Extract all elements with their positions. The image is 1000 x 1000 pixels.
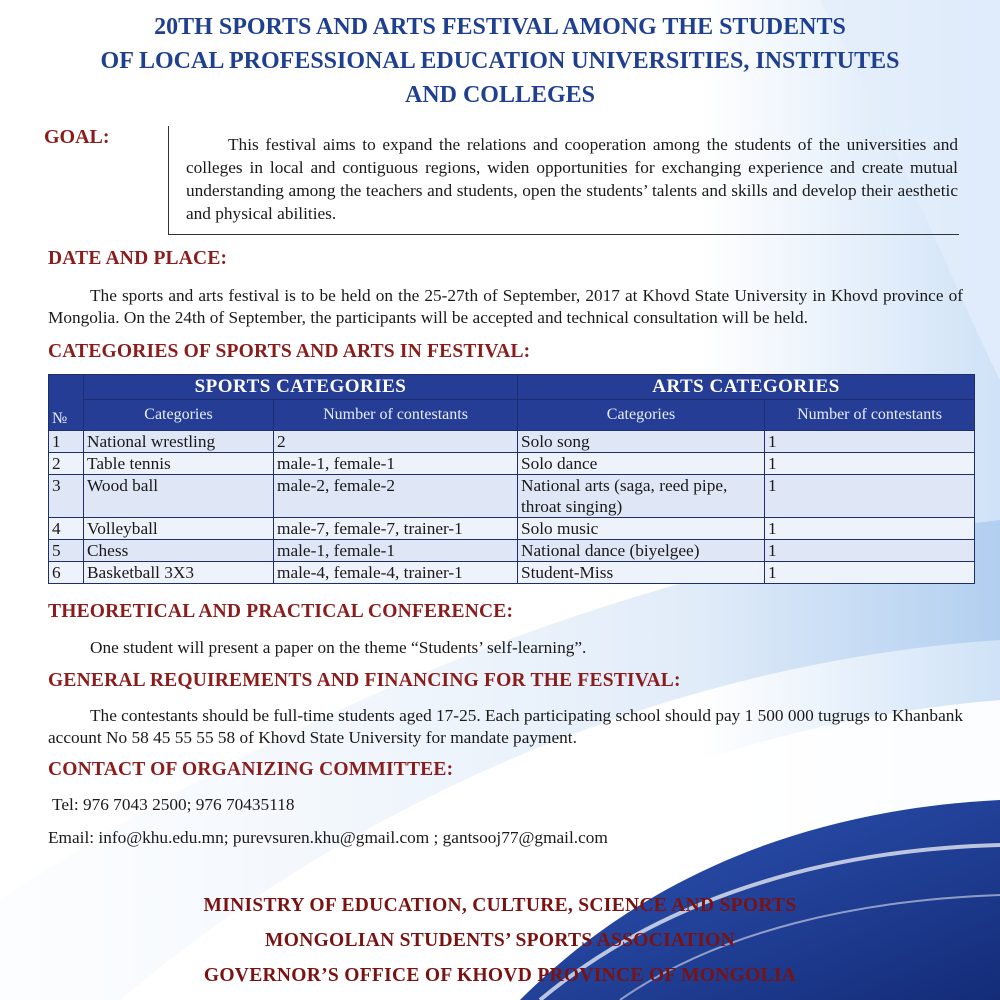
table-row — [49, 562, 975, 584]
art-contestants: 1 — [765, 431, 975, 453]
contact-tel: Tel: 976 7043 2500; 976 70435118 — [52, 795, 295, 814]
art-contestants: 1 — [765, 540, 975, 562]
sport-contestants: male-2, female-2 — [274, 475, 518, 518]
contact-email: Email: info@khu.edu.mn; purevsuren.khu@gmail.com ; gantsooj77@gmail.com — [48, 828, 608, 847]
date-place-heading: DATE AND PLACE: — [48, 248, 228, 269]
conference-heading: THEORETICAL AND PRACTICAL CONFERENCE: — [48, 601, 514, 622]
sport-category: Chess — [84, 540, 274, 562]
art-category: Solo music — [518, 518, 765, 540]
sport-contestants: male-4, female-4, trainer-1 — [274, 562, 518, 584]
table-row — [49, 518, 975, 540]
footer-association: MONGOLIAN STUDENTS’ SPORTS ASSOCIATION — [265, 930, 735, 951]
sport-category: Wood ball — [84, 475, 274, 518]
art-contestants: 1 — [765, 453, 975, 475]
row-number: 3 — [49, 475, 84, 518]
art-category: National arts (saga, reed pipe, throat singing) — [518, 475, 765, 518]
row-number: 2 — [49, 453, 84, 475]
art-contestants: 1 — [765, 518, 975, 540]
sport-category: Basketball 3X3 — [84, 562, 274, 584]
requirements-text: The contestants should be full-time students aged 17-25. Each participating school should pay 1 500 000 tugrugs to Khanbank account No 58 45 55 55 58 of Khovd State University for mandate payment. — [48, 706, 964, 747]
footer-governor-office: GOVERNOR’S OFFICE OF KHOVD PROVINCE OF MONGOLIA — [203, 965, 797, 986]
sport-contestants: 2 — [274, 431, 518, 453]
title-line-3: AND COLLEGES — [404, 82, 596, 108]
categories-table — [48, 374, 975, 584]
sport-category: National wrestling — [84, 431, 274, 453]
table-row — [49, 431, 975, 453]
sports-categories-header: SPORTS CATEGORIES — [84, 375, 518, 400]
table-row — [49, 475, 975, 518]
art-category: Student-Miss — [518, 562, 765, 584]
row-number: 5 — [49, 540, 84, 562]
sports-categories-column: Categories — [84, 400, 274, 431]
sport-category: Table tennis — [84, 453, 274, 475]
art-contestants: 1 — [765, 475, 975, 518]
art-category: National dance (biyelgee) — [518, 540, 765, 562]
sport-contestants: male-1, female-1 — [274, 453, 518, 475]
contact-heading: CONTACT OF ORGANIZING COMMITTEE: — [48, 759, 454, 780]
row-number: 4 — [49, 518, 84, 540]
title-line-2: OF LOCAL PROFESSIONAL EDUCATION UNIVERSITIES, INSTITUTES — [100, 48, 900, 74]
row-number: 6 — [49, 562, 84, 584]
conference-text: One student will present a paper on the theme “Students’ self-learning”. — [90, 638, 587, 657]
art-category: Solo dance — [518, 453, 765, 475]
arts-categories-column: Categories — [518, 400, 765, 431]
sport-contestants: male-7, female-7, trainer-1 — [274, 518, 518, 540]
number-column-header: № — [49, 375, 84, 431]
sport-contestants: male-1, female-1 — [274, 540, 518, 562]
goal-label: GOAL: — [44, 126, 110, 148]
arts-categories-header: ARTS CATEGORIES — [518, 375, 975, 400]
goal-text: This festival aims to expand the relations and cooperation among the students of the universities and colleges in local and contiguous regions, widen opportunities for exchanging experience and create mutual understanding among the teachers and students, open the students’ talents and skills and develop their aesthetic and physical abilities. — [186, 135, 958, 223]
title-line-1: 20TH SPORTS AND ARTS FESTIVAL AMONG THE STUDENTS — [154, 14, 846, 40]
footer-ministry: MINISTRY OF EDUCATION, CULTURE, SCIENCE AND SPORTS — [203, 895, 797, 916]
sport-category: Volleyball — [84, 518, 274, 540]
date-place-text: The sports and arts festival is to be held on the 25-27th of September, 2017 at Khovd State University in Khovd province of Mongolia. On the 24th of September, the participants will be accepted and technical consultation will be held. — [48, 286, 963, 327]
page-title — [0, 10, 1000, 112]
requirements-heading: GENERAL REQUIREMENTS AND FINANCING FOR THE FESTIVAL: — [48, 670, 681, 691]
arts-contestants-column: Number of contestants — [765, 400, 975, 431]
table-row — [49, 453, 975, 475]
categories-heading: CATEGORIES OF SPORTS AND ARTS IN FESTIVAL: — [48, 341, 531, 362]
art-category: Solo song — [518, 431, 765, 453]
sports-contestants-column: Number of contestants — [274, 400, 518, 431]
art-contestants: 1 — [765, 562, 975, 584]
table-row — [49, 540, 975, 562]
row-number: 1 — [49, 431, 84, 453]
